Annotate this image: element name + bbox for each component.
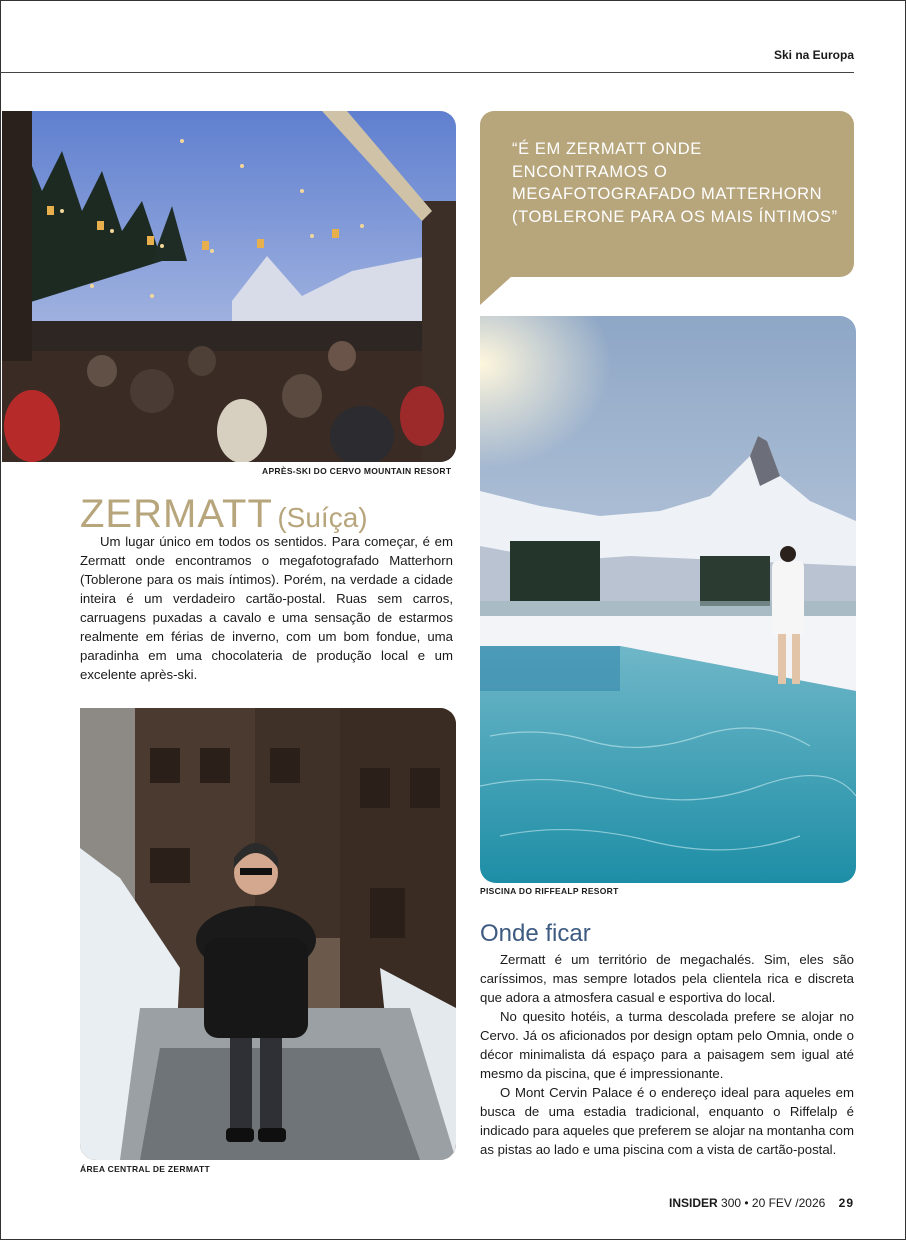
street-caption: ÁREA CENTRAL DE ZERMATT bbox=[80, 1164, 210, 1174]
where-paragraph-2: No quesito hotéis, a turma descolada prefere se alojar no Cervo. Já os aficionados por design optam pelo Omnia, onde o décor minimalista dá espaço para a paisagem sem igual até mesmo da piscina, que é impressionante. bbox=[480, 1009, 854, 1081]
headline-title: ZERMATT bbox=[80, 492, 273, 536]
pool-photo bbox=[480, 316, 856, 883]
pull-quote-text: “É EM ZERMATT ONDE ENCONTRAMOS O MEGAFOTOGRAFADO MATTERHORN (TOBLERONE PARA OS MAIS ÍNTIMOS” bbox=[512, 140, 838, 226]
street-photo bbox=[80, 708, 456, 1160]
article-headline bbox=[80, 492, 368, 537]
folio-brand: INSIDER bbox=[668, 1196, 718, 1210]
folio-issue: 300 • 20 FEV /2026 bbox=[721, 1196, 826, 1210]
intro-paragraph: Um lugar único em todos os sentidos. Para começar, é em Zermatt onde encontramos o megafotografado Matterhorn (Toblerone para os mais íntimos). Porém, na verdade a cidade inteira é um verdadeiro cartão-postal. Ruas sem carros, carruagens puxadas a cavalo e uma sensação de estarmos realmente em férias de inverno, com um bom fondue, uma paradinha em uma chocolateria de produção local e um excelente après-ski. bbox=[80, 534, 453, 682]
section-label: Ski na Europa bbox=[773, 48, 854, 62]
pull-quote-tail bbox=[480, 276, 512, 305]
where-to-stay-text bbox=[480, 950, 854, 1159]
page-number: 29 bbox=[838, 1196, 854, 1210]
where-paragraph-1: Zermatt é um território de megachalés. Sim, eles são caríssimos, mas sempre lotados pela clientela rica e discreta que adora a atmosfera casual e esportiva do local. bbox=[480, 952, 854, 1005]
headline-country: (Suíça) bbox=[277, 502, 368, 533]
pool-caption: PISCINA DO RIFFEALP RESORT bbox=[480, 886, 619, 896]
apres-ski-caption: APRÈS-SKI DO CERVO MOUNTAIN RESORT bbox=[262, 466, 452, 476]
header-rule bbox=[0, 72, 854, 73]
where-to-stay-heading: Onde ficar bbox=[480, 920, 591, 947]
where-paragraph-3: O Mont Cervin Palace é o endereço ideal para aqueles em busca de uma estadia tradicional, enquanto o Riffelalp é indicado para aqueles que preferem se alojar na montanha com as pistas ao lado e uma piscina com a vista de cartão-postal. bbox=[480, 1085, 854, 1157]
intro-text bbox=[80, 532, 453, 684]
apres-ski-photo bbox=[2, 111, 456, 462]
page-folio bbox=[669, 1196, 854, 1210]
